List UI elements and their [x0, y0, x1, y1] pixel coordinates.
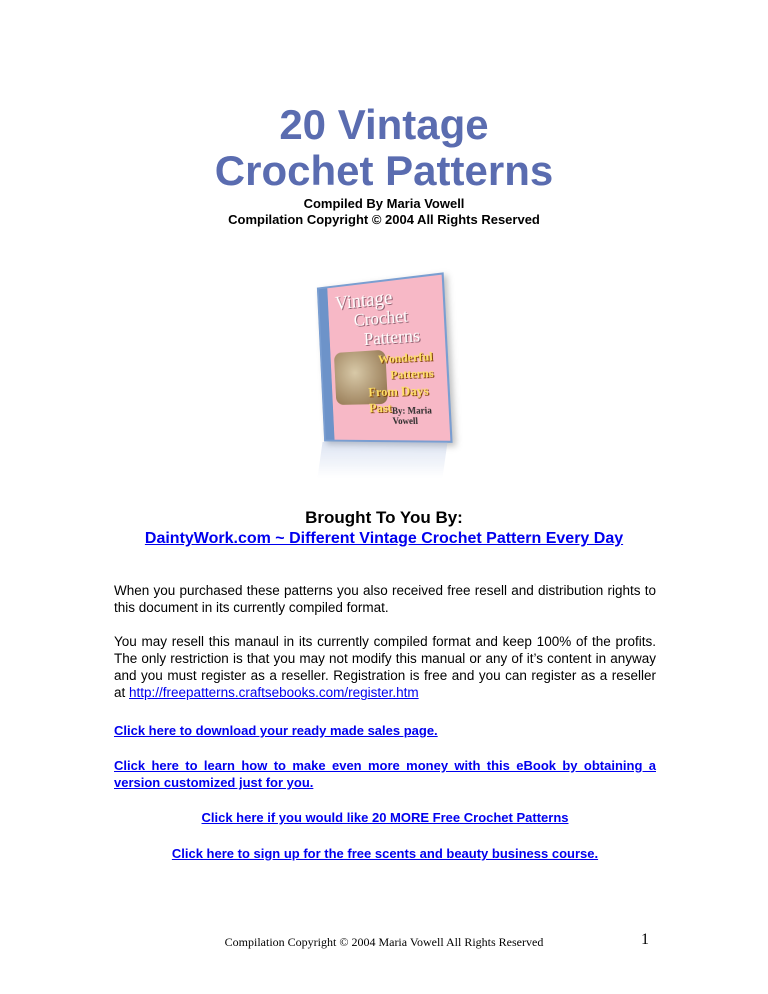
daintywork-link[interactable]: DaintyWork.com ~ Different Vintage Crochet Pattern Every Day: [144, 530, 624, 547]
cover-title-3: Patterns: [363, 324, 421, 350]
ebook-cover-image: [300, 272, 470, 482]
sales-page-link[interactable]: Click here to download your ready made sales page.: [114, 723, 438, 738]
cover-tagline-2: Patterns: [389, 365, 434, 382]
cover-spine: [319, 288, 335, 439]
page-number: 1: [641, 931, 649, 948]
cover-reflection: [317, 442, 447, 478]
more-patterns-link[interactable]: Click here if you would like 20 MORE Free Crochet Patterns: [201, 810, 569, 825]
compilation-copyright: Compilation Copyright © 2004 All Rights Reserved: [228, 212, 540, 227]
registration-text: You may resell this manaul in its currently compiled format and keep 100% of the profits. The only restriction is that you may not modify this manual or any of it’s content in anyway and you must register as a reseller. Registration is free and you can register as a reseller at: [114, 634, 656, 700]
business-course-link[interactable]: Click here to sign up for the free scents and beauty business course.: [171, 846, 599, 861]
registration-paragraph: [114, 633, 656, 701]
cover-tagline-1: Wonderful: [377, 348, 434, 367]
ebook-cover: [317, 272, 453, 443]
resell-rights-paragraph: When you purchased these patterns you also received free resell and distribution rights to this document in its currently compiled format.: [114, 583, 656, 615]
cover-author: By: Maria Vowell: [391, 405, 433, 427]
title-line-1: 20 Vintage: [279, 101, 489, 148]
title-line-2: Crochet Patterns: [214, 147, 554, 194]
footer-copyright: Compilation Copyright © 2004 Maria Vowell All Rights Reserved: [224, 935, 544, 949]
compiled-by: Compiled By Maria Vowell: [303, 196, 465, 211]
register-link[interactable]: http://freepatterns.craftsebooks.com/register.htm: [129, 685, 419, 700]
cover-title-2: Crochet: [353, 305, 409, 331]
brought-by-label: Brought To You By:: [305, 508, 463, 527]
cover-title-1: Vintage: [334, 286, 393, 315]
cover-tagline-3: From Days Past: [368, 382, 429, 416]
customized-version-link[interactable]: Click here to learn how to make even more money with this eBook by obtaining a version customized just for you.: [114, 758, 656, 790]
